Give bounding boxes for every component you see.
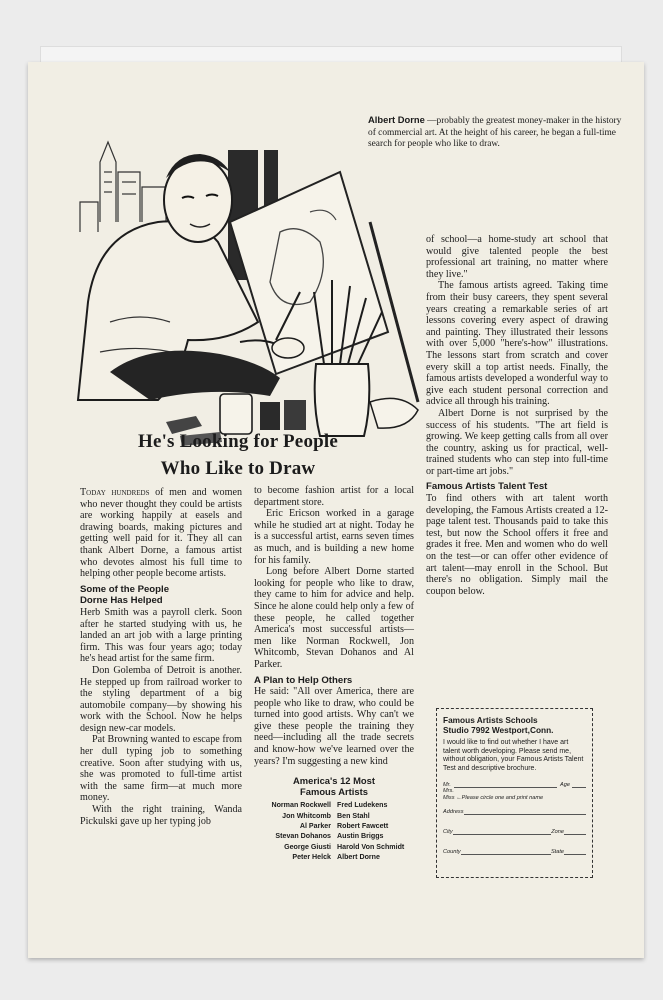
coupon-miss-label: Miss	[443, 794, 455, 801]
caption-name: Albert Dorne	[368, 114, 425, 125]
coupon-city-field[interactable]	[443, 825, 586, 835]
headline	[88, 428, 388, 482]
artist-illustration	[70, 102, 430, 447]
subhead-line-1: Some of the People	[80, 583, 170, 595]
column-2	[254, 485, 414, 863]
paragraph-don-golemba: Don Golemba of Detroit is another. He stepped up from railroad worker to the styling department of a big automobile company—by showing his work with the School. Now he helps design new-car models.	[80, 664, 242, 734]
paragraph-artists-agreed: The famous artists agreed. Taking time from their busy careers, they spent several years creating a remarkable series of art lessons covering every aspect of drawing and painting. They illustrated their lessons with over 5,000 "here's-how" illustrations. The lessons start from scratch and cover every skill a top artist needs. Finally, the famous artists developed a wonderful way to give each student personal correction and advice all through his training.	[426, 280, 608, 408]
coupon-title-2: Studio 7992 Westport,Conn.	[443, 725, 554, 735]
coupon-mr-label: Mr.	[443, 781, 451, 788]
coupon-zone-label: Zone	[551, 829, 564, 836]
coupon-county-field[interactable]	[443, 845, 586, 855]
coupon-city-label: City	[443, 829, 453, 836]
artists-title-line-2: Famous Artists	[300, 786, 368, 798]
artist-name: Peter Helck	[292, 853, 331, 862]
coupon-name-field[interactable]	[443, 781, 586, 801]
artists-list-title	[254, 775, 414, 797]
coupon-age-label: Age	[560, 781, 570, 788]
address-line[interactable]	[464, 805, 586, 815]
paragraph-talent-test: To find others with art talent worth developing, the Famous Artists created a 12-page talent test. Thousands paid to take this test, but now the School offers it free and grades it free. Men and women who do well on the test—or can offer other evidence of art talent—may enroll in the School. But there's no obligation. Simply mail the coupon below.	[426, 493, 608, 597]
artist-name: Robert Fawcett	[337, 822, 389, 831]
artist-name: Ben Stahl	[337, 811, 370, 820]
subhead-line-2: Dorne Has Helped	[80, 595, 163, 607]
zone-line[interactable]	[564, 825, 586, 835]
intro-lead: Today hundreds	[80, 487, 150, 498]
artist-name: Albert Dorne	[337, 853, 380, 862]
paragraph-wanda-pickulski: With the right training, Wanda Pickulski gave up her typing job	[80, 804, 242, 827]
paragraph-long-before: Long before Albert Dorne started looking for people who like to draw, they came to him for advice and help. Since he alone could help only a few of these people, he called together America's most successful artists—men like Norman Rockwell, Jon Whitcomb, Stevan Dohanos and Al Parker.	[254, 566, 414, 670]
intro-paragraph	[80, 487, 242, 580]
subhead-some-of-the-people	[80, 584, 242, 607]
artists-title-line-1: America's 12 Most	[293, 775, 375, 787]
paragraph-school: of school—a home-study art school that would give talented people the best professional art training, no matter where they live."	[426, 234, 608, 280]
artist-name: Fred Ludekens	[337, 801, 388, 810]
mail-coupon[interactable]	[436, 708, 593, 878]
age-line[interactable]	[572, 781, 586, 788]
illustration-caption	[368, 114, 628, 151]
coupon-print-note: ←Please circle one and print name	[456, 794, 544, 801]
paragraph-continued: to become fashion artist for a local department store.	[254, 485, 414, 508]
coupon-address-label: Address	[443, 809, 464, 816]
paragraph-not-surprised: Albert Dorne is not surprised by the success of his students. "The art field is growing. We keep getting calls from all over the country, asking us for practical, well-trained students who can step into full-time or part-time art jobs."	[426, 407, 608, 477]
paragraph-herb-smith: Herb Smith was a payroll clerk. Soon after he started studying with us, he landed an art job with a large printing firm. This was four years ago; today he's head artist for the same firm.	[80, 606, 242, 665]
artist-name: Stevan Dohanos	[275, 832, 331, 841]
magazine-back-cover	[28, 62, 644, 958]
paragraph-pat-browning: Pat Browning wanted to escape from her dull typing job to something creative. Soon after studying with us, she was promoted to full-time artist with the same firm—at much more money.	[80, 734, 242, 804]
artist-name: George Giusti	[284, 842, 331, 851]
artist-name: Harold Von Schmidt	[337, 842, 405, 851]
county-line[interactable]	[461, 845, 551, 855]
coupon-address-field[interactable]	[443, 805, 586, 815]
state-line[interactable]	[564, 845, 586, 855]
artists-list	[254, 800, 414, 862]
coupon-county-label: County	[443, 849, 461, 856]
artist-name: Al Parker	[299, 822, 331, 831]
headline-line-1: He's Looking for People	[137, 431, 339, 452]
artist-name: Norman Rockwell	[271, 801, 331, 810]
artist-name: Jon Whitcomb	[282, 811, 331, 820]
intro-text: of men and women who never thought they could be artists are working happily at easels and drawing boards, making pictures and getting well paid for it. They all can thank Albert Dorne, a famous artist who devotes almost his full time to helping other people become artists.	[80, 487, 242, 580]
column-1	[80, 487, 242, 827]
artist-name: Austin Briggs	[337, 832, 384, 841]
coupon-mrs-label: Mrs.	[443, 788, 454, 795]
coupon-body: I would like to find out whether I have art talent worth developing. Please send me, without obligation, your Famous Artists Talent Test and descriptive brochure.	[443, 739, 584, 772]
column-3	[426, 234, 608, 597]
subhead-talent-test: Famous Artists Talent Test	[426, 481, 548, 493]
caption-text: —probably the greatest money-maker in the history of commercial art. At the height of his career, he began a full-time search for people who like to draw.	[368, 116, 622, 149]
city-line[interactable]	[453, 825, 552, 835]
name-line[interactable]	[454, 781, 557, 788]
paragraph-eric-ericson: Eric Ericson worked in a garage while he studied art at night. Today he is a successful artist, earns seven times as much, and is building a new home for his family.	[254, 508, 414, 566]
coupon-title-1: Famous Artists Schools	[443, 715, 538, 725]
coupon-state-label: State	[550, 849, 564, 856]
paragraph-he-said: He said: "All over America, there are people who like to draw, who could be turned into good artists. Why can't we give these people the training they need—including all the trade secrets and know-how we've learned over the years? I'm suggesting a new kind	[254, 686, 414, 767]
subhead-plan: A Plan to Help Others	[254, 674, 353, 686]
headline-line-2: Who Like to Draw	[160, 458, 316, 479]
